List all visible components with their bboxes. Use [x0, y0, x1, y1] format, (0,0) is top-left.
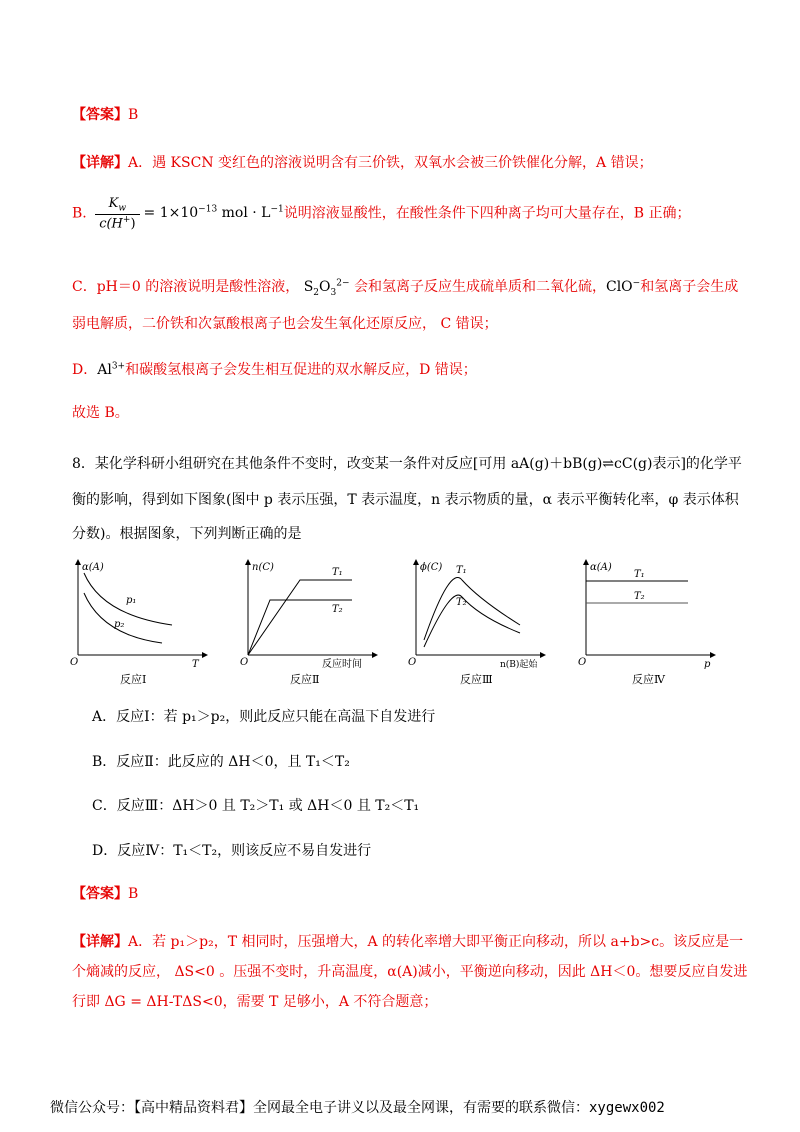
curve-t1 — [248, 580, 352, 655]
detail-tag: 【详解】 — [72, 155, 128, 171]
kw-unit-exp: −1 — [270, 204, 284, 215]
answer-line-2 — [72, 883, 138, 903]
caption: 反应Ⅰ — [120, 673, 147, 686]
kw-symbol: K — [108, 196, 119, 211]
clo-charge: − — [632, 278, 641, 289]
clo-symbol: ClO — [605, 279, 633, 295]
x-arrow — [710, 652, 716, 658]
detail-c-text2: 会和氢离子反应生成硫单质和二氧化硫， — [353, 279, 606, 295]
ion-charge: 2− — [336, 278, 350, 289]
question-line-2: 衡的影响，得到如下图象(图中 p 表示压强，T 表示温度，n 表示物质的量，α 表示平衡转化率，φ 表示体积 — [72, 492, 739, 508]
origin-label: O — [240, 657, 249, 668]
detail2-line-2: 个熵减的反应， ΔS<0 。压强不变时，升高温度，α(A)减小，平衡逆向移动，因此 ΔH＜0。想要反应自发进 — [72, 964, 748, 980]
aluminum-ion — [97, 362, 125, 378]
al-symbol: Al — [97, 362, 112, 378]
curve-t1 — [424, 578, 520, 641]
ch-close: ) — [130, 215, 136, 231]
option-c: C．反应Ⅲ：ΔH＞0 且 T₂＞T₁ 或 ΔH＜0 且 T₂＜T₁ — [92, 798, 420, 814]
ch-sup: + — [122, 214, 131, 225]
ion-s-sub: 2 — [313, 287, 320, 298]
detail-b-text: 说明溶液显酸性，在酸性条件下四种离子均可大量存在，B 正确； — [283, 205, 691, 222]
kw-sub: w — [118, 203, 127, 214]
x-arrow — [372, 652, 378, 658]
caption: 反应Ⅲ — [460, 673, 493, 686]
x-arrow — [202, 652, 208, 658]
graph-reaction-2 — [232, 555, 382, 690]
footer-wechat-id: xygewx002 — [589, 1100, 665, 1116]
caption: 反应Ⅳ — [632, 673, 665, 686]
y-arrow — [583, 559, 589, 565]
option-b: B．反应Ⅱ：此反应的 ΔH＜0，且 T₁＜T₂ — [92, 754, 350, 770]
detail-option-d — [72, 359, 477, 379]
x-label: n(B)起始 — [500, 660, 538, 670]
detail-d-text: 和碳酸氢根离子会发生相互促进的双水解反应，D 错误； — [125, 362, 477, 378]
detail2-line-1 — [72, 931, 743, 951]
y-label: n(C) — [252, 562, 274, 573]
thiosulfate-ion — [303, 278, 350, 298]
origin-label: O — [578, 657, 587, 668]
question-line-1: 8．某化学科研小组研究在其他条件不变时，改变某一条件对反应[可用 aA(g)＋bB(g)⇌cC(g)表示]的化学平 — [72, 456, 742, 472]
y-label: α(A) — [82, 562, 104, 573]
kw-fraction — [95, 196, 139, 231]
curve1-label: T₁ — [456, 565, 467, 576]
detail-tag: 【详解】 — [72, 934, 128, 950]
detail-option-b — [72, 196, 690, 231]
x-arrow — [540, 652, 546, 658]
kw-eq: = 1×10 — [143, 205, 199, 222]
graph-reaction-3 — [400, 555, 550, 690]
kw-value — [144, 205, 284, 221]
y-arrow — [75, 559, 81, 565]
x-label: T — [192, 659, 199, 670]
y-arrow — [413, 559, 419, 565]
answer-value: B — [128, 107, 139, 123]
option-d: D．反应Ⅳ：T₁＜T₂，则该反应不易自发进行 — [92, 843, 372, 859]
detail-c-text3: 和氢离子会生成 — [640, 279, 739, 295]
curve2-label: T₂ — [634, 591, 645, 602]
detail2-text-1: A．若 p₁＞p₂，T 相同时，压强增大，A 的转化率增大即平衡正向移动，所以 a+b>c。该反应是一 — [128, 934, 744, 950]
answer-line — [72, 104, 138, 124]
answer-tag: 【答案】 — [72, 886, 128, 902]
detail-c-text4: 弱电解质，二价铁和次氯酸根离子也会发生氧化还原反应， C 错误； — [72, 316, 498, 332]
y-label: α(A) — [590, 562, 612, 573]
detail-option-c-cont — [72, 313, 498, 333]
x-label: 反应时间 — [322, 659, 362, 670]
graph-reaction-1 — [62, 555, 212, 690]
curve1-label: T₁ — [332, 567, 343, 578]
y-label: ϕ(C) — [420, 562, 443, 573]
ion-o-sub: 3 — [330, 287, 337, 298]
curve2-label: T₂ — [456, 597, 467, 608]
question-line-3: 分数)。根据图象，下列判断正确的是 — [72, 526, 302, 542]
option-a: A．反应Ⅰ：若 p₁＞p₂，则此反应只能在高温下自发进行 — [92, 709, 436, 725]
footer — [50, 1097, 665, 1117]
kw-unit: mol · L — [217, 205, 271, 222]
footer-text: 微信公众号：【高中精品资料君】全网最全电子讲义以及最全网课，有需要的联系微信： — [50, 1100, 589, 1116]
al-charge: 3+ — [111, 361, 126, 372]
detail2-line-3: 行即 ΔG = ΔH-TΔS<0，需要 T 足够小，A 不符合题意； — [72, 994, 438, 1010]
ch-symbol: c(H — [99, 215, 123, 231]
detail-d-prefix: D． — [72, 362, 98, 378]
hypochlorite-ion — [606, 279, 640, 295]
detail-b-prefix: B. — [72, 205, 87, 222]
curve2-label: p₂ — [114, 619, 125, 630]
curve1-label: p₁ — [126, 595, 137, 606]
ion-s: S — [303, 279, 314, 295]
curve1-label: T₁ — [634, 569, 645, 580]
caption: 反应Ⅱ — [290, 673, 320, 686]
detail-option-c — [72, 276, 738, 298]
detail-c-text1: C．pH＝0 的溶液说明是酸性溶液， — [72, 279, 300, 295]
origin-label: O — [70, 657, 79, 668]
detail-a-text: A．遇 KSCN 变红色的溶液说明含有三价铁，双氧水会被三价铁催化分解，A 错误； — [128, 155, 653, 171]
answer-tag: 【答案】 — [72, 107, 128, 123]
curve2-label: T₂ — [332, 604, 343, 615]
answer-value: B — [128, 886, 139, 902]
detail-option-a — [72, 152, 653, 172]
ion-o: O — [319, 279, 331, 295]
curve-p2 — [84, 593, 162, 643]
conclusion: 故选 B。 — [72, 405, 129, 421]
kw-exp: −13 — [198, 204, 218, 215]
graph-reaction-4 — [570, 555, 720, 690]
x-label: p — [704, 659, 711, 670]
origin-label: O — [408, 657, 417, 668]
y-arrow — [245, 559, 251, 565]
